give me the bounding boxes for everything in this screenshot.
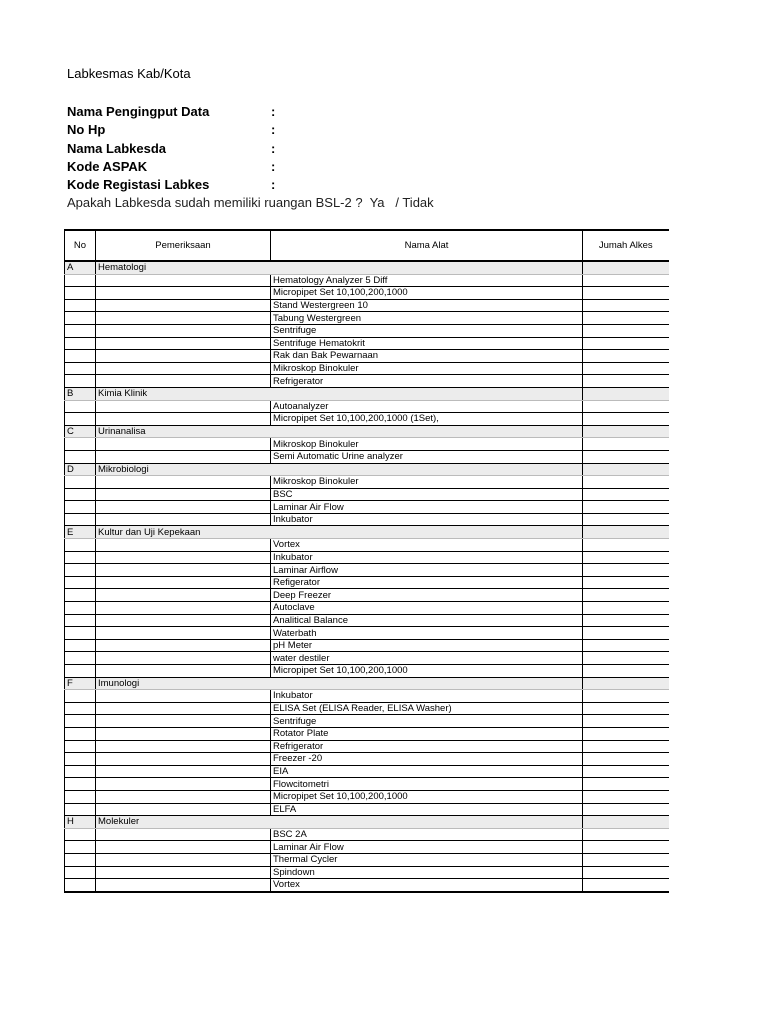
cell-jumlah-alkes[interactable] (583, 841, 669, 854)
table-row (65, 702, 669, 715)
table-row (65, 727, 669, 740)
cell-pemeriksaan (96, 400, 271, 413)
cell-nama-alat: Spindown (271, 866, 583, 879)
section-row (65, 387, 669, 400)
field-label: Nama Labkesda (67, 140, 166, 156)
cell-pemeriksaan: Kimia Klinik (96, 387, 271, 400)
cell-pemeriksaan (96, 740, 271, 753)
cell-jumlah-alkes[interactable] (583, 702, 669, 715)
cell-jumlah-alkes[interactable] (583, 274, 669, 287)
cell-pemeriksaan (96, 312, 271, 325)
cell-jumlah-alkes[interactable] (583, 337, 669, 350)
cell-jumlah-alkes[interactable] (583, 463, 669, 476)
table-row (65, 828, 669, 841)
cell-no (65, 350, 96, 363)
cell-jumlah-alkes[interactable] (583, 727, 669, 740)
cell-no (65, 287, 96, 300)
table-row (65, 299, 669, 312)
cell-no (65, 652, 96, 665)
table-row (65, 765, 669, 778)
table-row (65, 841, 669, 854)
table-row (65, 790, 669, 803)
cell-pemeriksaan (96, 564, 271, 577)
field-input-area[interactable]: : (271, 140, 276, 156)
bsl2-question (67, 195, 434, 210)
cell-nama-alat: Rotator Plate (271, 727, 583, 740)
table-row (65, 337, 669, 350)
cell-pemeriksaan (96, 287, 271, 300)
cell-no (65, 790, 96, 803)
table-row (65, 602, 669, 615)
section-row (65, 816, 669, 829)
field-nama-penginput (67, 103, 276, 121)
question-text: Apakah Labkesda sudah memiliki ruangan BSL-2 ? (67, 195, 363, 210)
cell-no: A (65, 261, 96, 274)
cell-nama-alat: Autoanalyzer (271, 400, 583, 413)
field-input-area[interactable]: : (271, 104, 276, 119)
cell-pemeriksaan (96, 727, 271, 740)
cell-no (65, 740, 96, 753)
section-row (65, 463, 669, 476)
cell-pemeriksaan (96, 576, 271, 589)
cell-no (65, 828, 96, 841)
cell-pemeriksaan (96, 652, 271, 665)
cell-nama-alat: ELISA Set (ELISA Reader, ELISA Washer) (271, 702, 583, 715)
cell-nama-alat: Analitical Balance (271, 614, 583, 627)
cell-no (65, 488, 96, 501)
table-row (65, 476, 669, 489)
cell-nama-alat: Deep Freezer (271, 589, 583, 602)
cell-nama-alat (271, 677, 583, 690)
cell-jumlah-alkes[interactable] (583, 639, 669, 652)
table-row (65, 350, 669, 363)
cell-no (65, 274, 96, 287)
table-row (65, 853, 669, 866)
cell-pemeriksaan (96, 853, 271, 866)
cell-no (65, 551, 96, 564)
cell-no (65, 501, 96, 514)
cell-nama-alat: Micropipet Set 10,100,200,1000 (271, 287, 583, 300)
cell-nama-alat (271, 463, 583, 476)
table-row (65, 803, 669, 816)
table-row (65, 866, 669, 879)
cell-no: F (65, 677, 96, 690)
cell-jumlah-alkes[interactable] (583, 602, 669, 615)
cell-jumlah-alkes[interactable] (583, 790, 669, 803)
cell-nama-alat: pH Meter (271, 639, 583, 652)
table-row (65, 879, 669, 892)
cell-pemeriksaan (96, 299, 271, 312)
field-input-area[interactable]: : (271, 122, 276, 138)
cell-nama-alat: Mikroskop Binokuler (271, 476, 583, 489)
cell-nama-alat: Refrigerator (271, 740, 583, 753)
cell-pemeriksaan (96, 639, 271, 652)
table-row (65, 438, 669, 451)
equipment-table (64, 229, 669, 893)
cell-jumlah-alkes[interactable] (583, 501, 669, 514)
cell-nama-alat: Refigerator (271, 576, 583, 589)
cell-no (65, 639, 96, 652)
option-no[interactable]: / Tidak (395, 195, 434, 210)
table-row (65, 450, 669, 463)
cell-nama-alat: Mikroskop Binokuler (271, 362, 583, 375)
cell-pemeriksaan (96, 274, 271, 287)
cell-no: E (65, 526, 96, 539)
col-header-jumlah-alkes: Jumah Alkes (583, 230, 669, 261)
cell-nama-alat: Micropipet Set 10,100,200,1000 (271, 790, 583, 803)
cell-jumlah-alkes[interactable] (583, 450, 669, 463)
cell-jumlah-alkes[interactable] (583, 287, 669, 300)
cell-nama-alat: Mikroskop Binokuler (271, 438, 583, 451)
table-row (65, 501, 669, 514)
field-kode-registasi (67, 176, 276, 194)
cell-pemeriksaan (96, 803, 271, 816)
cell-nama-alat: Laminar Air Flow (271, 841, 583, 854)
cell-nama-alat: EIA (271, 765, 583, 778)
cell-no (65, 715, 96, 728)
cell-pemeriksaan (96, 551, 271, 564)
cell-no: D (65, 463, 96, 476)
cell-pemeriksaan (96, 589, 271, 602)
cell-no (65, 400, 96, 413)
cell-nama-alat: Freezer -20 (271, 753, 583, 766)
section-row (65, 677, 669, 690)
table-row (65, 778, 669, 791)
cell-jumlah-alkes[interactable] (583, 652, 669, 665)
cell-no (65, 337, 96, 350)
cell-pemeriksaan (96, 324, 271, 337)
cell-nama-alat: Tabung Westergreen (271, 312, 583, 325)
section-row (65, 425, 669, 438)
cell-no: C (65, 425, 96, 438)
cell-nama-alat (271, 526, 583, 539)
cell-no (65, 753, 96, 766)
table-row (65, 287, 669, 300)
cell-pemeriksaan (96, 790, 271, 803)
field-nama-labkesda (67, 140, 276, 158)
cell-nama-alat (271, 387, 583, 400)
cell-nama-alat: Sentrifuge (271, 324, 583, 337)
table-row (65, 690, 669, 703)
cell-jumlah-alkes[interactable] (583, 425, 669, 438)
cell-nama-alat: Vortex (271, 879, 583, 892)
field-label: No Hp (67, 122, 106, 138)
cell-no (65, 765, 96, 778)
col-header-pemeriksaan: Pemeriksaan (96, 230, 271, 261)
cell-no (65, 627, 96, 640)
cell-jumlah-alkes[interactable] (583, 261, 669, 274)
cell-no (65, 702, 96, 715)
cell-jumlah-alkes[interactable] (583, 828, 669, 841)
cell-jumlah-alkes[interactable] (583, 526, 669, 539)
cell-pemeriksaan: Hematologi (96, 261, 271, 274)
cell-no (65, 438, 96, 451)
form-fields (67, 103, 276, 194)
cell-jumlah-alkes[interactable] (583, 564, 669, 577)
cell-jumlah-alkes[interactable] (583, 677, 669, 690)
cell-pemeriksaan (96, 665, 271, 678)
field-label: Kode ASPAK (67, 158, 148, 174)
cell-pemeriksaan (96, 362, 271, 375)
cell-jumlah-alkes[interactable] (583, 400, 669, 413)
table-row (65, 488, 669, 501)
cell-pemeriksaan (96, 753, 271, 766)
cell-jumlah-alkes[interactable] (583, 362, 669, 375)
section-row (65, 526, 669, 539)
cell-no (65, 602, 96, 615)
cell-pemeriksaan: Mikrobiologi (96, 463, 271, 476)
table-row (65, 715, 669, 728)
cell-nama-alat (271, 261, 583, 274)
cell-no (65, 513, 96, 526)
cell-pemeriksaan (96, 539, 271, 552)
cell-nama-alat: Stand Westergreen 10 (271, 299, 583, 312)
cell-nama-alat: Thermal Cycler (271, 853, 583, 866)
cell-no (65, 476, 96, 489)
cell-no (65, 803, 96, 816)
cell-nama-alat: BSC (271, 488, 583, 501)
cell-jumlah-alkes[interactable] (583, 539, 669, 552)
col-header-no: No (65, 230, 96, 261)
cell-no (65, 614, 96, 627)
cell-jumlah-alkes[interactable] (583, 375, 669, 388)
cell-no (65, 665, 96, 678)
cell-nama-alat: Micropipet Set 10,100,200,1000 (271, 665, 583, 678)
cell-nama-alat: Hematology Analyzer 5 Diff (271, 274, 583, 287)
option-yes[interactable]: Ya (369, 195, 385, 210)
cell-pemeriksaan (96, 438, 271, 451)
table-row (65, 753, 669, 766)
cell-no (65, 866, 96, 879)
table-row (65, 576, 669, 589)
cell-pemeriksaan: Imunologi (96, 677, 271, 690)
field-label: Kode Registasi Labkes (67, 177, 210, 193)
cell-nama-alat: water destiler (271, 652, 583, 665)
table-row (65, 627, 669, 640)
cell-jumlah-alkes[interactable] (583, 576, 669, 589)
cell-nama-alat: Sentrifuge Hematokrit (271, 337, 583, 350)
cell-nama-alat: Laminar Airflow (271, 564, 583, 577)
cell-no: B (65, 387, 96, 400)
cell-pemeriksaan: Molekuler (96, 816, 271, 829)
cell-pemeriksaan (96, 488, 271, 501)
table-row (65, 312, 669, 325)
section-row (65, 261, 669, 274)
table-row (65, 564, 669, 577)
cell-jumlah-alkes[interactable] (583, 816, 669, 829)
cell-jumlah-alkes[interactable] (583, 589, 669, 602)
field-label: Nama Pengingput Data (67, 104, 210, 119)
cell-nama-alat: Sentrifuge (271, 715, 583, 728)
cell-nama-alat: Rak dan Bak Pewarnaan (271, 350, 583, 363)
cell-pemeriksaan (96, 866, 271, 879)
cell-nama-alat: ELFA (271, 803, 583, 816)
cell-pemeriksaan (96, 501, 271, 514)
cell-pemeriksaan (96, 715, 271, 728)
cell-no (65, 589, 96, 602)
cell-no (65, 576, 96, 589)
cell-nama-alat: Semi Automatic Urine analyzer (271, 450, 583, 463)
cell-jumlah-alkes[interactable] (583, 879, 669, 892)
cell-nama-alat: Inkubator (271, 551, 583, 564)
cell-nama-alat: Autoclave (271, 602, 583, 615)
cell-nama-alat: BSC 2A (271, 828, 583, 841)
cell-nama-alat (271, 816, 583, 829)
cell-pemeriksaan (96, 350, 271, 363)
cell-no (65, 564, 96, 577)
cell-no (65, 778, 96, 791)
cell-pemeriksaan: Urinanalisa (96, 425, 271, 438)
cell-no (65, 362, 96, 375)
cell-jumlah-alkes[interactable] (583, 513, 669, 526)
cell-pemeriksaan (96, 602, 271, 615)
cell-nama-alat (271, 425, 583, 438)
cell-jumlah-alkes[interactable] (583, 551, 669, 564)
table-row (65, 413, 669, 426)
table-row (65, 614, 669, 627)
table-row (65, 400, 669, 413)
cell-nama-alat: Flowcitometri (271, 778, 583, 791)
table-row (65, 639, 669, 652)
cell-pemeriksaan (96, 627, 271, 640)
cell-pemeriksaan (96, 690, 271, 703)
cell-no (65, 312, 96, 325)
cell-jumlah-alkes[interactable] (583, 438, 669, 451)
cell-pemeriksaan (96, 450, 271, 463)
table-row (65, 362, 669, 375)
table-body (65, 261, 669, 892)
cell-nama-alat: Waterbath (271, 627, 583, 640)
cell-no (65, 727, 96, 740)
cell-jumlah-alkes[interactable] (583, 778, 669, 791)
cell-pemeriksaan (96, 413, 271, 426)
cell-pemeriksaan (96, 841, 271, 854)
cell-no (65, 450, 96, 463)
table-header-row (65, 230, 669, 261)
cell-nama-alat: Inkubator (271, 690, 583, 703)
cell-no (65, 299, 96, 312)
table-row (65, 665, 669, 678)
table-row (65, 551, 669, 564)
cell-jumlah-alkes[interactable] (583, 387, 669, 400)
cell-pemeriksaan (96, 614, 271, 627)
cell-no (65, 853, 96, 866)
cell-pemeriksaan (96, 337, 271, 350)
table-row (65, 274, 669, 287)
field-input-area[interactable]: : (271, 158, 276, 174)
cell-no (65, 539, 96, 552)
cell-nama-alat: Vortex (271, 539, 583, 552)
cell-pemeriksaan: Kultur dan Uji Kepekaan (96, 526, 271, 539)
table-row (65, 375, 669, 388)
cell-pemeriksaan (96, 828, 271, 841)
cell-jumlah-alkes[interactable] (583, 476, 669, 489)
cell-jumlah-alkes[interactable] (583, 614, 669, 627)
cell-no (65, 375, 96, 388)
cell-nama-alat: Inkubator (271, 513, 583, 526)
cell-no (65, 413, 96, 426)
cell-jumlah-alkes[interactable] (583, 350, 669, 363)
cell-pemeriksaan (96, 765, 271, 778)
cell-pemeriksaan (96, 778, 271, 791)
cell-nama-alat: Laminar Air Flow (271, 501, 583, 514)
col-header-nama-alat: Nama Alat (271, 230, 583, 261)
cell-jumlah-alkes[interactable] (583, 740, 669, 753)
table-row (65, 740, 669, 753)
cell-jumlah-alkes[interactable] (583, 853, 669, 866)
table-row (65, 539, 669, 552)
cell-pemeriksaan (96, 879, 271, 892)
table-row (65, 652, 669, 665)
field-kode-aspak (67, 158, 276, 176)
cell-jumlah-alkes[interactable] (583, 866, 669, 879)
cell-jumlah-alkes[interactable] (583, 299, 669, 312)
cell-jumlah-alkes[interactable] (583, 627, 669, 640)
cell-pemeriksaan (96, 375, 271, 388)
cell-pemeriksaan (96, 476, 271, 489)
table-row (65, 513, 669, 526)
cell-jumlah-alkes[interactable] (583, 690, 669, 703)
cell-no (65, 690, 96, 703)
cell-no (65, 324, 96, 337)
cell-no (65, 841, 96, 854)
cell-jumlah-alkes[interactable] (583, 753, 669, 766)
cell-jumlah-alkes[interactable] (583, 312, 669, 325)
cell-jumlah-alkes[interactable] (583, 488, 669, 501)
field-input-area[interactable]: : (271, 177, 276, 193)
cell-jumlah-alkes[interactable] (583, 803, 669, 816)
field-no-hp (67, 121, 276, 139)
cell-jumlah-alkes[interactable] (583, 665, 669, 678)
page-title: Labkesmas Kab/Kota (67, 66, 191, 81)
cell-jumlah-alkes[interactable] (583, 765, 669, 778)
table-row (65, 324, 669, 337)
cell-no (65, 879, 96, 892)
cell-nama-alat: Refrigerator (271, 375, 583, 388)
cell-pemeriksaan (96, 702, 271, 715)
cell-jumlah-alkes[interactable] (583, 413, 669, 426)
table-row (65, 589, 669, 602)
cell-jumlah-alkes[interactable] (583, 715, 669, 728)
cell-jumlah-alkes[interactable] (583, 324, 669, 337)
cell-pemeriksaan (96, 513, 271, 526)
cell-no: H (65, 816, 96, 829)
cell-nama-alat: Micropipet Set 10,100,200,1000 (1Set), (271, 413, 583, 426)
